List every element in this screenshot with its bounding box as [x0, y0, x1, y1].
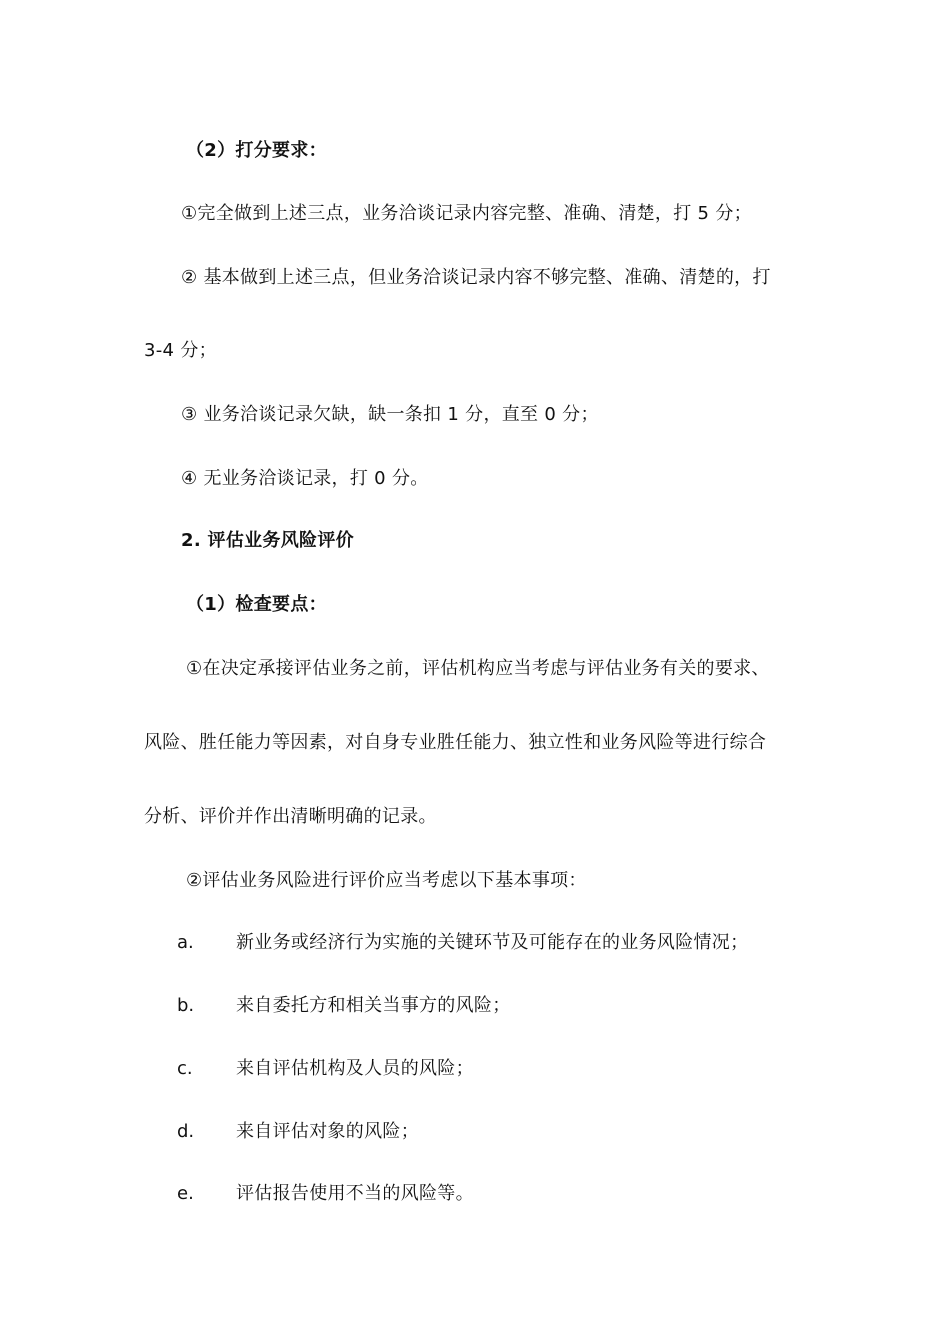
check-point-1-line3: 分析、评价并作出清晰明确的记录。	[144, 806, 437, 827]
check-points-heading: （1）检查要点：	[186, 594, 327, 615]
check-point-1-line2: 风险、胜任能力等因素，对自身专业胜任能力、独立性和业务风险等进行综合	[144, 732, 767, 753]
list-item-text: 来自评估机构及人员的风险；	[236, 1058, 474, 1079]
check-point-2: ②评估业务风险进行评价应当考虑以下基本事项：	[186, 870, 587, 891]
scoring-rule-3: ③ 业务洽谈记录欠缺，缺一条扣 1 分，直至 0 分；	[181, 404, 599, 425]
scoring-rule-4: ④ 无业务洽谈记录，打 0 分。	[181, 468, 429, 489]
scoring-rule-1: ①完全做到上述三点，业务洽谈记录内容完整、准确、清楚，打 5 分；	[181, 203, 752, 224]
scoring-rule-2-line2: 3-4 分；	[144, 340, 217, 361]
scoring-rule-2-line1: ② 基本做到上述三点，但业务洽谈记录内容不够完整、准确、清楚的，打	[181, 267, 771, 288]
section-title: 2. 评估业务风险评价	[181, 530, 354, 551]
list-item-text: 新业务或经济行为实施的关键环节及可能存在的业务风险情况；	[236, 932, 749, 953]
list-item-letter: e.	[177, 1183, 194, 1204]
list-item-text: 来自委托方和相关当事方的风险；	[236, 995, 511, 1016]
list-item-letter: c.	[177, 1058, 193, 1079]
list-item-text: 评估报告使用不当的风险等。	[236, 1183, 474, 1204]
check-point-1-line1: ①在决定承接评估业务之前，评估机构应当考虑与评估业务有关的要求、	[186, 658, 770, 679]
list-item-letter: a.	[177, 932, 194, 953]
list-item-text: 来自评估对象的风险；	[236, 1121, 419, 1142]
list-item-letter: d.	[177, 1121, 195, 1142]
scoring-heading: （2）打分要求：	[186, 140, 327, 161]
list-item-letter: b.	[177, 995, 195, 1016]
